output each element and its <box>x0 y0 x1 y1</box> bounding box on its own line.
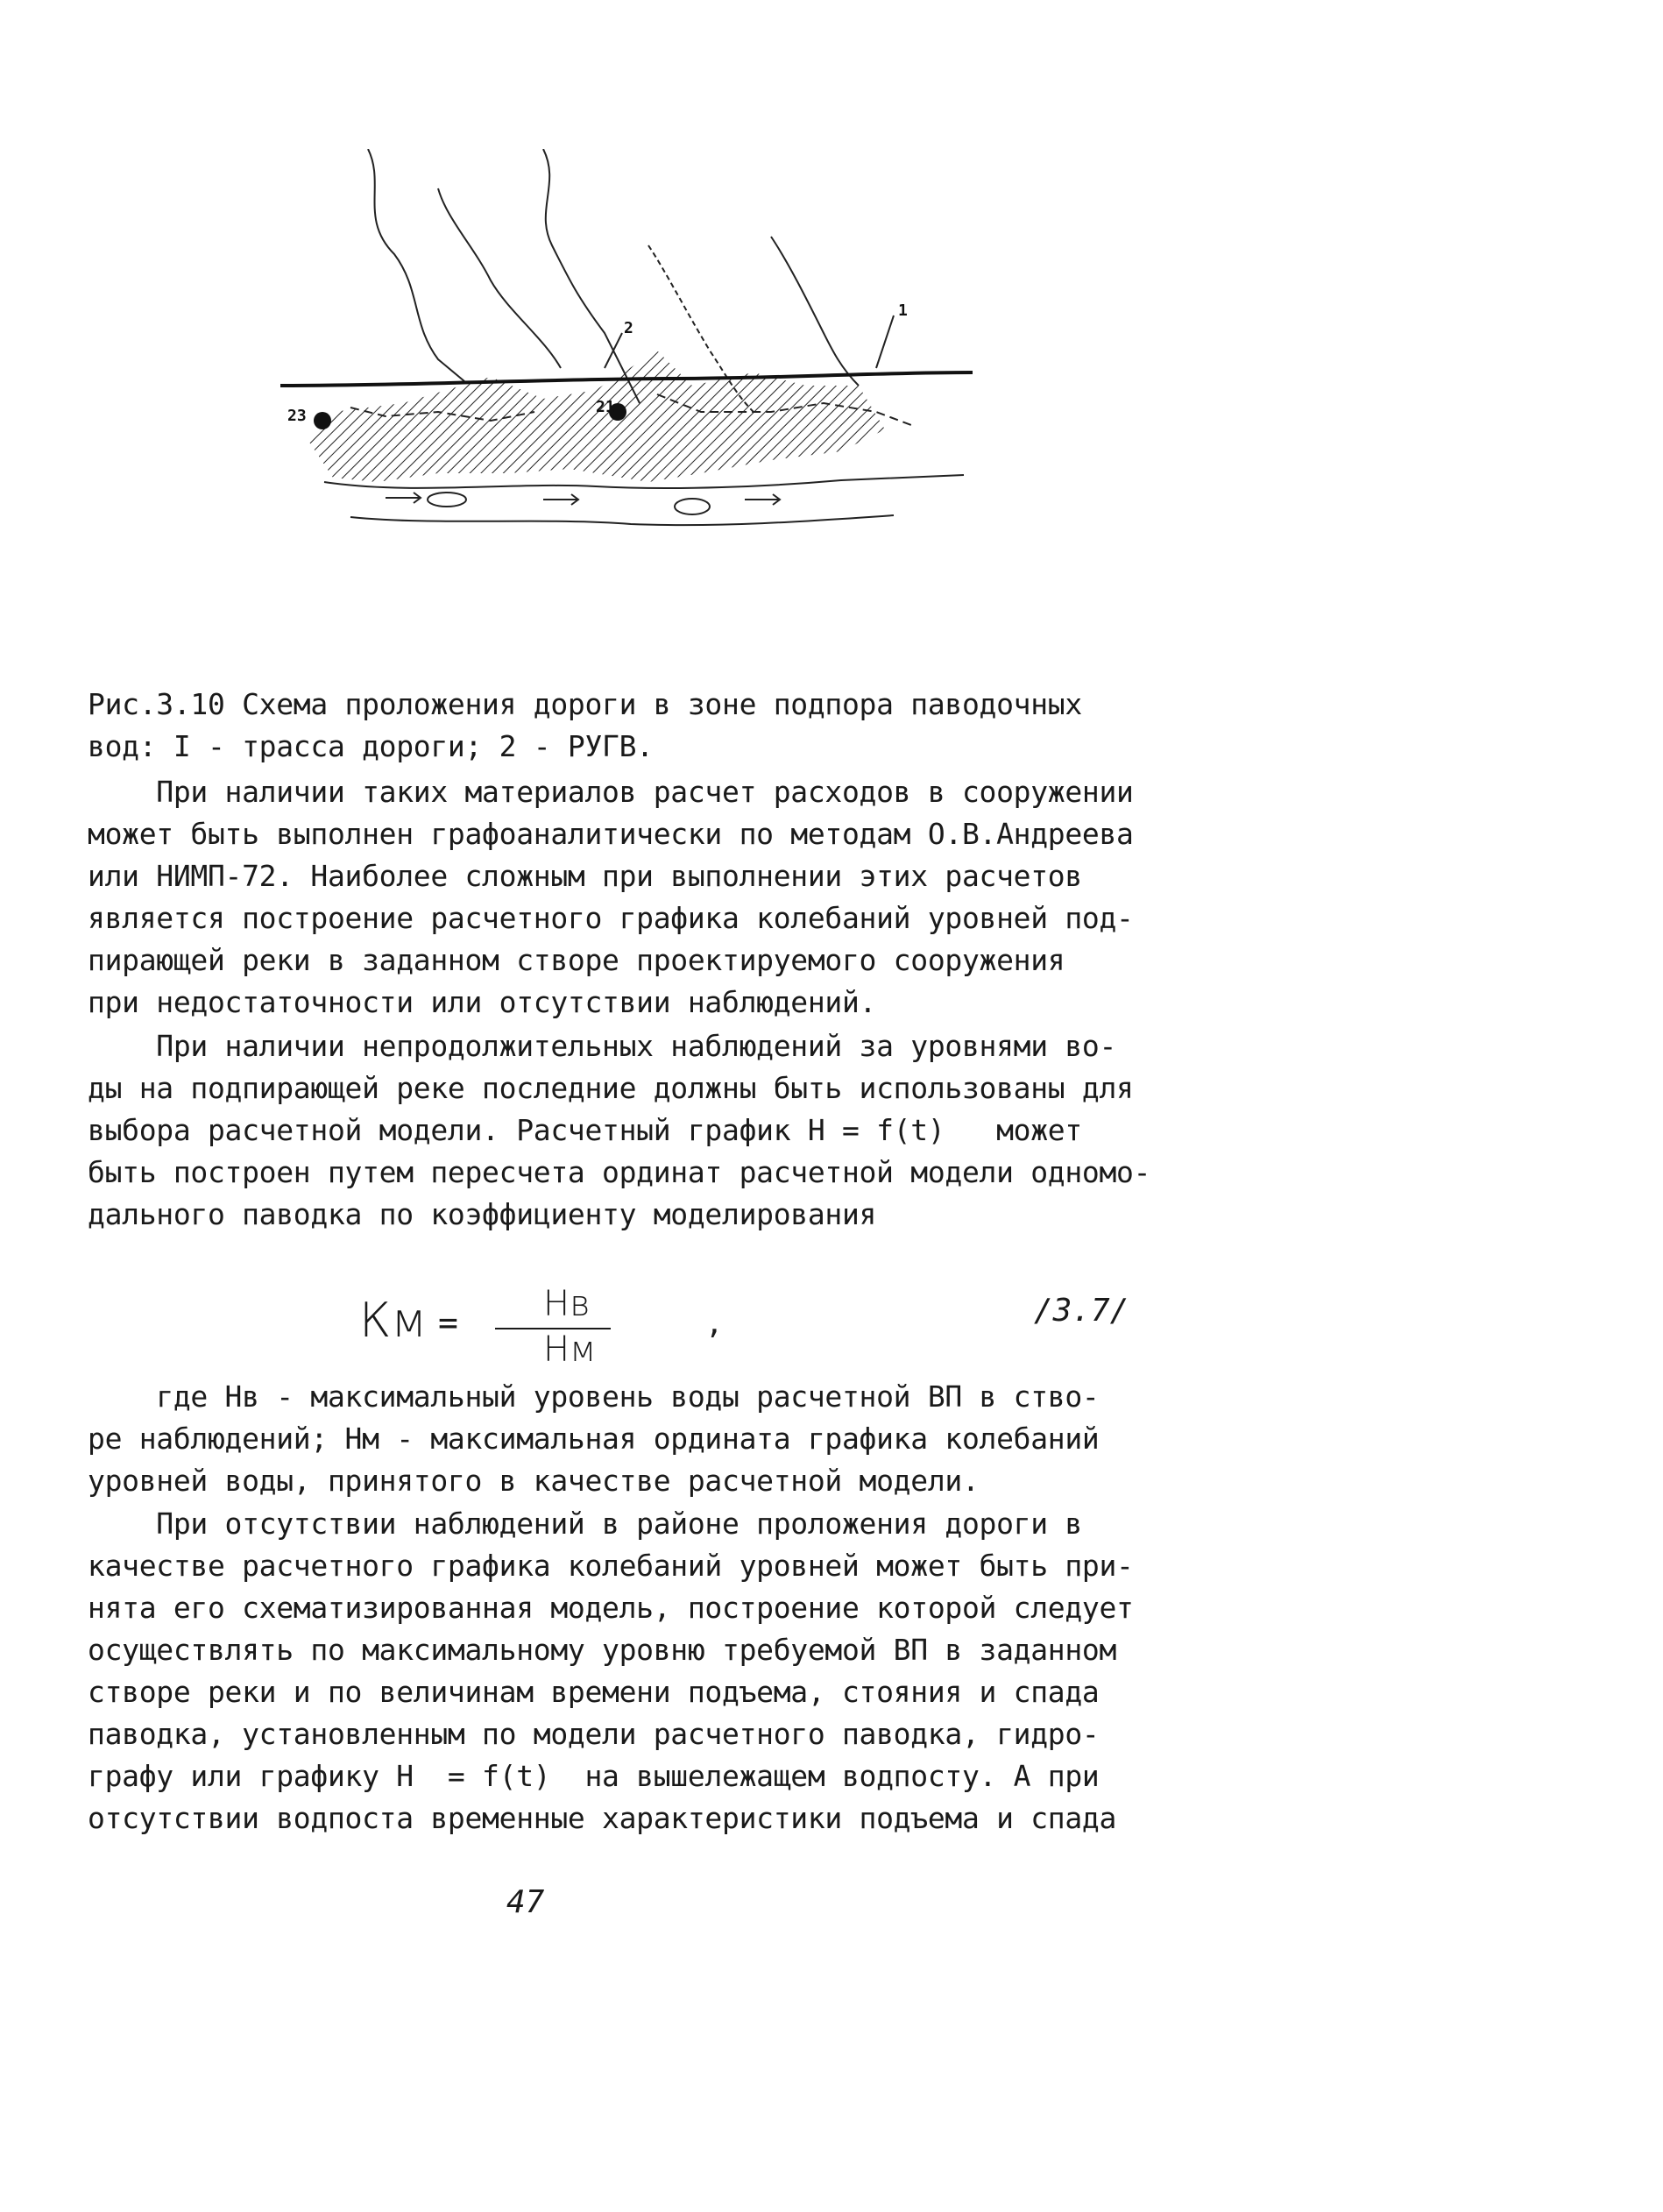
formula-lhs: Км <box>359 1293 428 1348</box>
caption-line: вод: I - трасса дороги; 2 - РУГВ. <box>88 729 654 763</box>
marker-label-2: 2 <box>624 319 633 337</box>
page-number: 47 <box>506 1884 545 1920</box>
figure-caption <box>88 684 1183 768</box>
text-line: выбора расчетной модели. Расчетный график H = f(t) может <box>88 1113 1082 1147</box>
river-bottom-line <box>350 515 894 525</box>
tributary-stream <box>368 149 464 381</box>
flow-arrow <box>543 494 578 505</box>
caption-line: Рис.3.10 Схема проложения дороги в зоне подпора паводочных <box>88 687 1082 721</box>
formula-denominator: Нм <box>543 1329 597 1370</box>
flow-arrow <box>386 493 421 503</box>
station-label-21: 21 <box>596 398 615 416</box>
text-line: осуществлять по максимальному уровню требуемой ВП в заданном <box>88 1633 1117 1667</box>
text-line: При наличии таких материалов расчет расходов в сооружении <box>88 775 1134 809</box>
marker-line-1 <box>876 315 894 368</box>
text-line: паводка, установленным по модели расчетного паводка, гидро- <box>88 1717 1100 1751</box>
text-line: или НИМП-72. Наиболее сложным при выполнении этих расчетов <box>88 859 1082 893</box>
tributary-stream <box>771 237 859 386</box>
formula-numerator: Нв <box>543 1284 591 1324</box>
text-line: может быть выполнен графоаналитически по методам О.В.Андреева <box>88 817 1134 851</box>
text-line: дального паводка по коэффициенту моделирования <box>88 1197 877 1231</box>
formula-equals: = <box>438 1303 458 1342</box>
text-line: уровней воды, принятого в качестве расчетной модели. <box>88 1464 980 1498</box>
station-label-23: 23 <box>287 407 307 425</box>
river-island <box>428 493 466 507</box>
river-island <box>675 499 710 514</box>
equation-number: /3.7/ <box>1034 1293 1129 1329</box>
text-line: качестве расчетного графика колебаний уровней может быть при- <box>88 1549 1134 1583</box>
text-line: является построение расчетного графика колебаний уровней под- <box>88 901 1134 935</box>
text-line: нята его схематизированная модель, построение которой следует <box>88 1591 1134 1625</box>
text-line: графу или графику H = f(t) на вышележащем водпосту. А при <box>88 1759 1100 1793</box>
text-line: ре наблюдений; Нм - максимальная ордината графика колебаний <box>88 1421 1100 1456</box>
road-scheme-drawing <box>280 149 981 543</box>
formula-modeling-coefficient <box>88 1284 1183 1380</box>
text-line: пирающей реки в заданном створе проектируемого сооружения <box>88 943 1065 977</box>
marker-label-1: 1 <box>898 301 908 320</box>
tributary-stream <box>438 188 561 368</box>
paragraph-materials <box>88 771 1183 1024</box>
road-scheme-figure <box>280 149 981 543</box>
text-line: быть построен путем пересчета ординат расчетной модели одномо- <box>88 1155 1151 1189</box>
paragraph-where <box>88 1376 1183 1502</box>
gauge-station-23 <box>314 412 331 429</box>
text-line: где Нв - максимальный уровень воды расчетной ВП в ство- <box>88 1379 1100 1414</box>
paragraph-observations <box>88 1025 1183 1236</box>
text-line: При наличии непродолжительных наблюдений за уровнями во- <box>88 1029 1117 1063</box>
text-line: При отсутствии наблюдений в районе проложения дороги в <box>88 1507 1082 1541</box>
paragraph-no-observations <box>88 1503 1183 1840</box>
tributary-stream <box>543 149 640 403</box>
text-line: створе реки и по величинам времени подъема, стояния и спада <box>88 1675 1100 1709</box>
text-line: при недостаточности или отсутствии наблюдений. <box>88 985 877 1019</box>
flow-arrow <box>745 494 780 505</box>
formula-comma: , <box>705 1306 724 1341</box>
text-line: ды на подпирающей реке последние должны быть использованы для <box>88 1071 1134 1105</box>
text-line: отсутствии водпоста временные характеристики подъема и спада <box>88 1801 1117 1835</box>
